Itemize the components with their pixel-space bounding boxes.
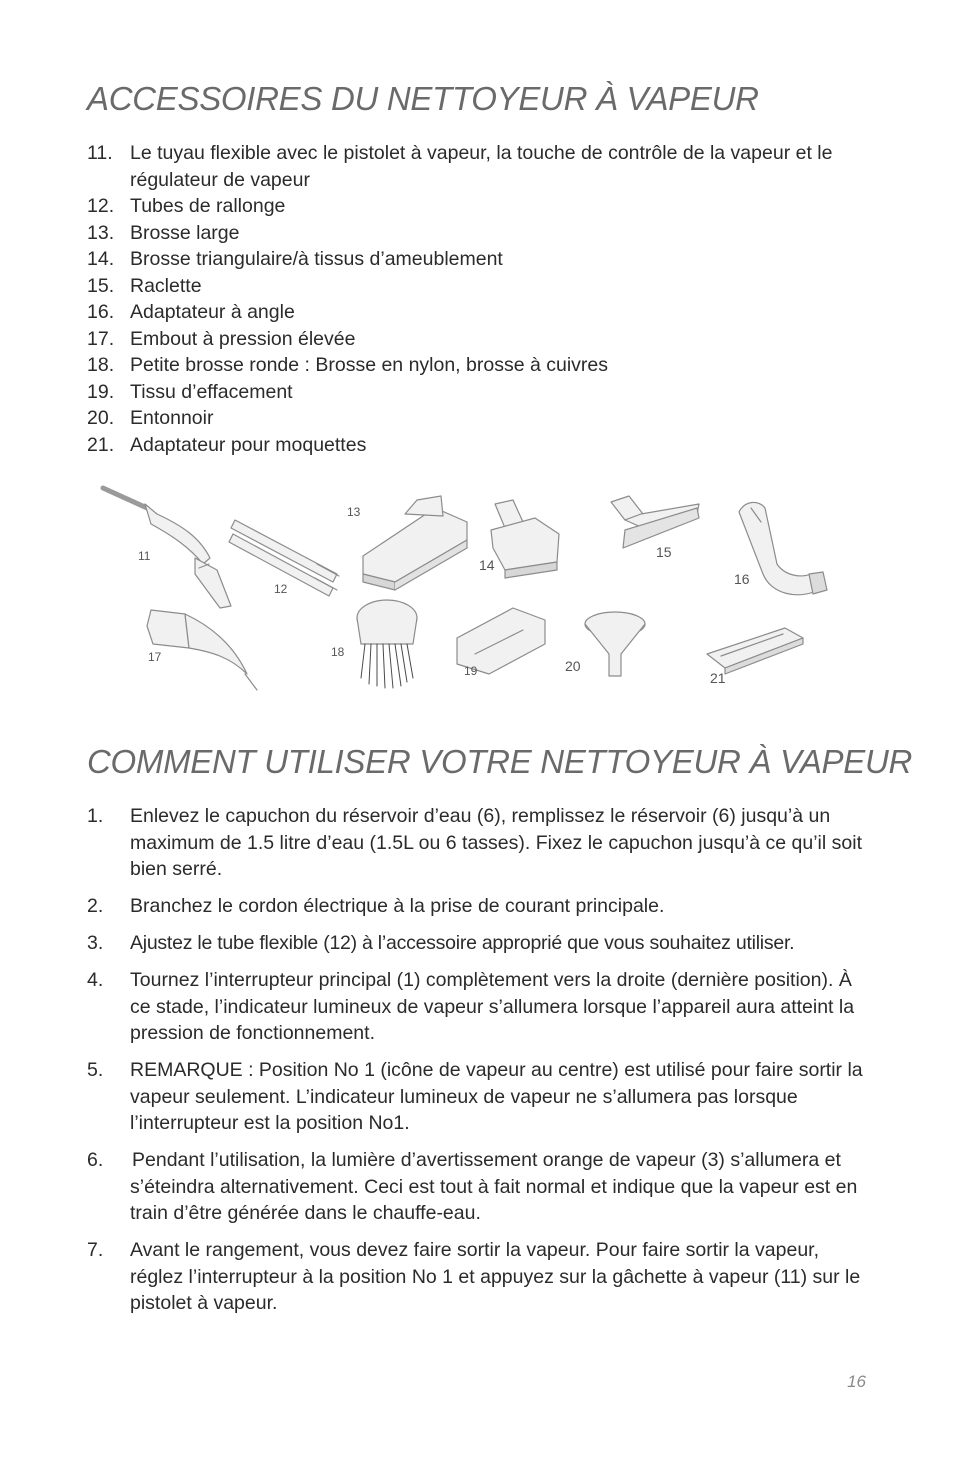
step-number: 1.: [87, 805, 104, 827]
list-item: [87, 405, 877, 432]
list-item: [87, 299, 877, 326]
figure-label-19: 19: [464, 664, 478, 678]
step-text: Ajustez le tube flexible (12) à l’accessoire approprié que vous souhaitez utiliser.: [130, 932, 795, 954]
item-number: 14.: [87, 248, 115, 270]
step-number: 6.: [87, 1149, 104, 1171]
accessories-heading: ACCESSOIRES DU NETTOYEUR À VAPEUR: [87, 80, 759, 117]
steam-gun-drawing: [103, 488, 231, 608]
accessories-illustration: [95, 478, 855, 698]
figure-label-20: 20: [565, 658, 581, 674]
list-item: [87, 140, 877, 193]
high-pressure-nozzle-drawing: [147, 610, 257, 690]
item-text: Brosse triangulaire/à tissus d’ameublement: [130, 248, 503, 270]
step-text: REMARQUE : Position No 1 (icône de vapeur au centre) est utilisé pour faire sortir la vapeur seulement. L’indicateur lumineux de vapeur ne s’allumera pas lorsque l’interrupteur est la position No1.: [130, 1059, 863, 1134]
list-item: [87, 967, 877, 1047]
step-text: Pendant l’utilisation, la lumière d’avertissement orange de vapeur (3) s’allumera et s’éteindra alternativement. Ceci est tout à fait normal et indique que la vapeur est en train d’être générée dans le chauffe-eau.: [130, 1149, 858, 1224]
item-number: 12.: [87, 195, 115, 217]
item-text: Adaptateur à angle: [130, 301, 295, 323]
step-number: 2.: [87, 895, 104, 917]
angle-adaptor-drawing: [739, 502, 827, 594]
figure-label-15: 15: [656, 544, 672, 560]
funnel-drawing: [585, 612, 645, 676]
steps-list: [87, 803, 877, 1327]
figure-label-14: 14: [479, 557, 495, 573]
list-item: [87, 273, 877, 300]
item-number: 20.: [87, 407, 115, 429]
item-text: Petite brosse ronde : Brosse en nylon, brosse à cuivres: [130, 354, 608, 376]
list-item: [87, 193, 877, 220]
item-text: Raclette: [130, 274, 202, 297]
item-number: 11.: [87, 142, 113, 164]
step-number: 7.: [87, 1239, 104, 1261]
item-text: Tubes de rallonge: [130, 195, 286, 217]
list-item: [87, 220, 877, 247]
item-number: 18.: [87, 354, 115, 376]
small-round-brush-drawing: [357, 600, 417, 688]
step-text: Enlevez le capuchon du réservoir d’eau (6), remplissez le réservoir (6) jusqu’à un maximum de 1.5 litre d’eau (1.5L ou 6 tasses). Fixez le capuchon jusqu’à ce qu’il soit bien serré.: [130, 805, 862, 880]
large-brush-drawing: [363, 496, 467, 590]
list-item: [87, 1147, 877, 1227]
list-item: [87, 803, 877, 883]
step-number: 3.: [87, 932, 104, 954]
squeegee-drawing: [611, 496, 699, 548]
figure-label-12: 12: [274, 582, 288, 596]
step-number: 4.: [87, 969, 104, 991]
item-number: 19.: [87, 380, 115, 403]
item-number: 13.: [87, 221, 115, 244]
howto-heading: COMMENT UTILISER VOTRE NETTOYEUR À VAPEUR: [87, 743, 913, 780]
item-number: 17.: [87, 327, 115, 350]
item-number: 21.: [87, 433, 115, 456]
item-text: Embout à pression élevée: [130, 327, 356, 350]
carpet-adaptor-drawing: [707, 628, 803, 674]
step-number: 5.: [87, 1059, 104, 1081]
figure-label-16: 16: [734, 571, 750, 587]
list-item: [87, 1057, 877, 1137]
step-text: Tournez l’interrupteur principal (1) complètement vers la droite (dernière position). À ce stade, l’indicateur lumineux de vapeur s’allumera lorsque l’appareil aura atteint la pression de fonctionnement.: [130, 969, 855, 1044]
step-text: Branchez le cordon électrique à la prise de courant principale.: [130, 895, 665, 917]
list-item: [87, 432, 877, 459]
list-item: [87, 246, 877, 273]
figure-label-18: 18: [331, 645, 345, 659]
list-item: [87, 379, 877, 406]
item-text: Tissu d’effacement: [130, 380, 293, 403]
list-item: [87, 326, 877, 353]
figure-label-21: 21: [710, 670, 726, 686]
step-text: Avant le rangement, vous devez faire sortir la vapeur. Pour faire sortir la vapeur, réglez l’interrupteur à la position No 1 et appuyez sur la gâchette à vapeur (11) sur le pistolet à vapeur.: [130, 1239, 861, 1314]
figure-label-13: 13: [347, 505, 361, 519]
item-text: Adaptateur pour moquettes: [130, 433, 367, 456]
page-number: 16: [847, 1372, 866, 1391]
item-text: Le tuyau flexible avec le pistolet à vapeur, la touche de contrôle de la vapeur et le régulateur de vapeur: [130, 142, 833, 191]
item-number: 15.: [87, 274, 115, 297]
accessories-list: [87, 140, 877, 458]
list-item: [87, 930, 877, 957]
figure-label-17: 17: [148, 650, 162, 664]
item-text: Entonnoir: [130, 407, 214, 429]
list-item: [87, 1237, 877, 1317]
list-item: [87, 893, 877, 920]
item-number: 16.: [87, 301, 115, 323]
item-text: Brosse large: [130, 221, 240, 244]
list-item: [87, 352, 877, 379]
triangular-brush-drawing: [491, 500, 559, 578]
figure-label-11: 11: [138, 549, 151, 563]
